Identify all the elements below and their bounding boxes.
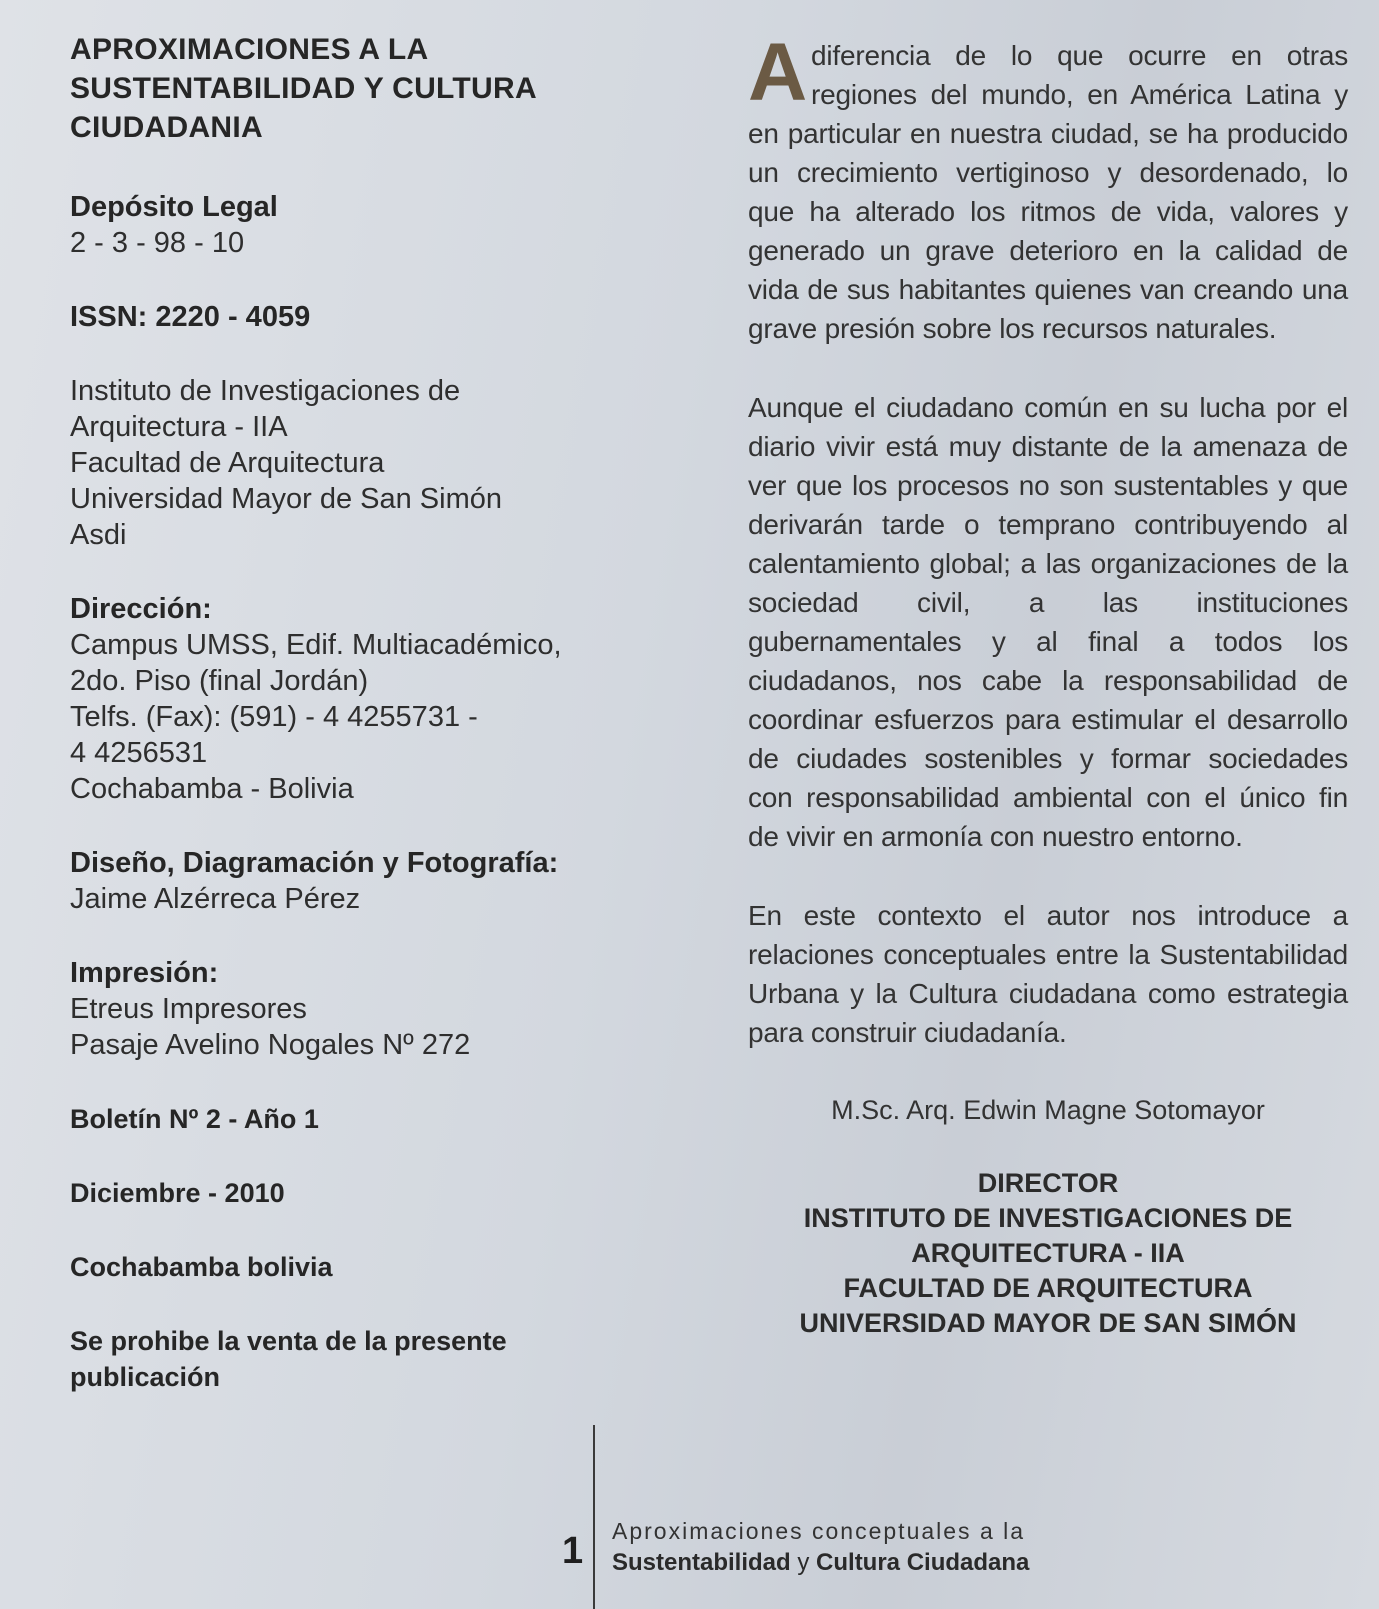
deposito-value: 2 - 3 - 98 - 10	[70, 227, 245, 259]
issn: ISSN: 2220 - 4059	[70, 301, 311, 333]
direccion-block	[70, 591, 630, 807]
direccion-label: Dirección:	[70, 593, 212, 625]
colophon-column	[70, 30, 630, 1433]
direccion-line: Cochabamba - Bolivia	[70, 773, 354, 805]
diseno-block	[70, 845, 630, 917]
director-line: FACULTAD DE ARQUITECTURA	[843, 1273, 1253, 1303]
diseno-label: Diseño, Diagramación y Fotografía:	[70, 847, 559, 879]
footer-divider	[593, 1425, 595, 1609]
drop-cap: A	[748, 27, 808, 118]
footer-word-y: y	[790, 1549, 817, 1576]
footer-word-cultura: Cultura Ciudadana	[816, 1549, 1030, 1576]
prohibicion-block	[70, 1323, 630, 1395]
director-block	[748, 1166, 1348, 1341]
footer-word-sustentabilidad: Sustentabilidad	[612, 1549, 791, 1576]
paragraph-1	[748, 27, 1348, 348]
deposito-label: Depósito Legal	[70, 191, 278, 223]
fecha-block	[70, 1175, 630, 1211]
direccion-line: 4 4256531	[70, 737, 208, 769]
institution-line: Arquitectura - IIA	[70, 411, 288, 443]
issn-block	[70, 299, 630, 335]
boletin-block	[70, 1101, 630, 1137]
institution-line: Instituto de Investigaciones de	[70, 375, 461, 407]
running-footer	[612, 1515, 1132, 1579]
director-line: UNIVERSIDAD MAYOR DE SAN SIMÓN	[799, 1308, 1297, 1338]
institution-line: Asdi	[70, 519, 127, 551]
boletin: Boletín Nº 2 - Año 1	[70, 1104, 319, 1134]
footer-line-1: Aproximaciones conceptuales a la	[612, 1518, 1026, 1544]
diseno-value: Jaime Alzérreca Pérez	[70, 883, 361, 915]
lugar: Cochabamba bolivia	[70, 1252, 333, 1282]
deposito-legal-block	[70, 189, 630, 261]
lugar-block	[70, 1249, 630, 1285]
editorial-column	[748, 27, 1348, 1341]
director-line: INSTITUTO DE INVESTIGACIONES DE	[803, 1203, 1293, 1233]
director-line: DIRECTOR	[977, 1168, 1119, 1198]
publication-title	[70, 30, 630, 147]
impresion-label: Impresión:	[70, 957, 219, 989]
prohibicion-line: Se prohibe la venta de la presente	[70, 1326, 507, 1356]
director-line: ARQUITECTURA - IIA	[911, 1238, 1185, 1268]
fecha: Diciembre - 2010	[70, 1178, 285, 1208]
paragraph-3: En este contexto el autor nos introduce a relaciones conceptuales entre la Sustentabilidad Urbana y la Cultura ciudadana como estrategia para construir ciudadanía.	[748, 900, 1348, 1048]
impresion-block	[70, 955, 630, 1063]
author-signature: M.Sc. Arq. Edwin Magne Sotomayor	[831, 1095, 1265, 1125]
title-line: SUSTENTABILIDAD Y CULTURA	[70, 72, 537, 105]
impresion-line: Etreus Impresores	[70, 993, 307, 1025]
institution-line: Universidad Mayor de San Simón	[70, 483, 502, 515]
institution-line: Facultad de Arquitectura	[70, 447, 385, 479]
impresion-line: Pasaje Avelino Nogales Nº 272	[70, 1029, 471, 1061]
title-line: APROXIMACIONES A LA	[70, 33, 429, 66]
page-number: 1	[562, 1530, 584, 1572]
direccion-line: 2do. Piso (final Jordán)	[70, 665, 369, 697]
paragraph-1-text: diferencia de lo que ocurre en otras regiones del mundo, en América Latina y en particular en nuestra ciudad, se ha producido un crecimiento vertiginoso y desordenado, lo que ha alterado los ritmos de vida, valores y generado un grave deterioro en la calidad de vida de sus habitantes quienes van creando una grave presión sobre los recursos naturales.	[748, 40, 1348, 344]
direccion-line: Telfs. (Fax): (591) - 4 4255731 -	[70, 701, 478, 733]
footer-line-2	[612, 1547, 1132, 1579]
title-line: CIUDADANIA	[70, 111, 263, 144]
paragraph-2: Aunque el ciudadano común en su lucha por el diario vivir está muy distante de la amenaza de ver que los procesos no son sustentables y que derivarán tarde o temprano contribuyendo al calentamiento global; a las organizaciones de la sociedad civil, a las instituciones gubernamentales y al final a todos los ciudadanos, nos cabe la responsabilidad de coordinar esfuerzos para estimular el desarrollo de ciudades sostenibles y formar sociedades con responsabilidad ambiental con el único fin de vivir en armonía con nuestro entorno.	[748, 392, 1348, 852]
prohibicion-line: publicación	[70, 1362, 221, 1392]
direccion-line: Campus UMSS, Edif. Multiacadémico,	[70, 629, 562, 661]
institution-block	[70, 373, 630, 553]
